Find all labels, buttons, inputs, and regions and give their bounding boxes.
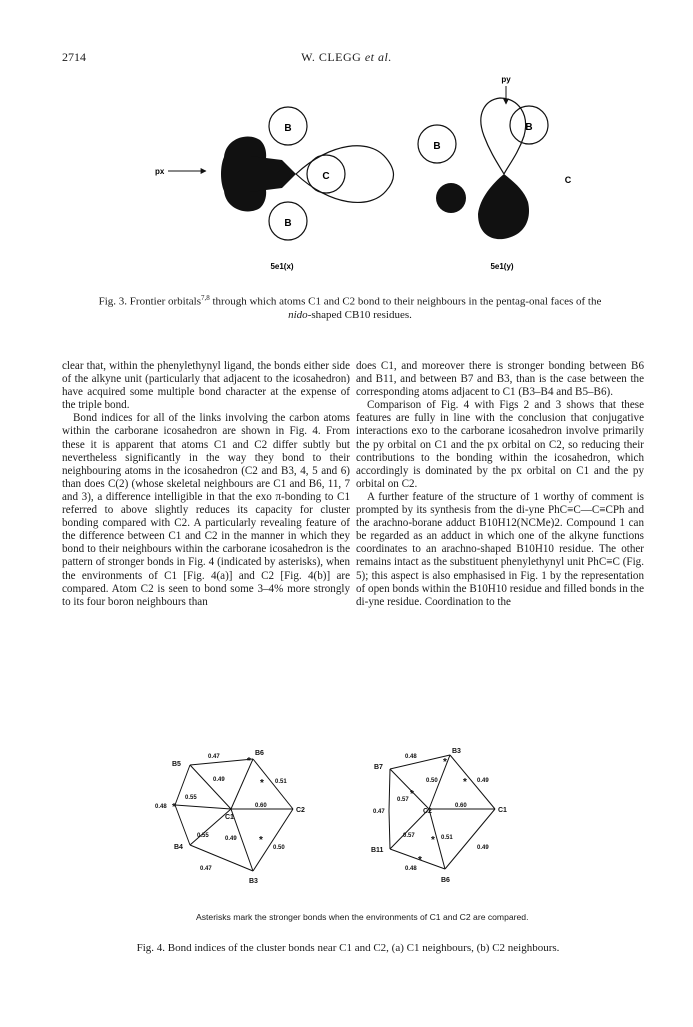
fig4b-bond-b3-c1: 0.49	[477, 778, 489, 784]
fig4a-bond-b3-c2: 0.50	[273, 845, 285, 851]
running-head-etal: et al.	[364, 50, 392, 64]
fig4b-atom-c1: C1	[498, 807, 507, 814]
page-number: 2714	[62, 50, 86, 64]
fig4b-asterisk-2: *	[463, 777, 467, 788]
left-paragraph-2: Bond indices for all of the links involving the carbon atoms within the carborane icosahedron are shown in Fig. 4. From these it is apparent that atoms C1 and C2 differ subtly but nevertheless significantly in the way they bond to their neighbouring atoms in the icosahedron (C2 and B3, 4, 5 and 6) than does C(2) (whose skeletal neighbours are C1 and B6, 11, 7 and 3), a difference intelligible in that the exo π-bonding to C1 referred to above slightly reduces its capacity for cluster bonding compared with C2. A particularly revealing feature of the difference between C1 and C2 in the manner in which they bond to their neighbours within the carborane icosahedron is the pattern of stronger bonds in Fig. 4 (indicated by asterisks), when the environments of C1 [Fig. 4(a)] and C2 [Fig. 4(b)] are compared. Atom C2 is seen to bond some 3–4% more strongly to its four boron neighbours than	[62, 412, 350, 608]
figure-3	[60, 70, 640, 285]
fig4b-atom-b3: B3	[452, 748, 461, 755]
fig4a-bond-b4-c1: 0.48	[155, 804, 167, 810]
figure-4-panel-a-labels	[155, 750, 305, 885]
right-column	[356, 360, 644, 609]
right-paragraph-1: does C1, and moreover there is stronger bonding between B6 and B11, and between B7 and B3, than is the case between the corresponding atoms adjacent to C1 (B3–B4 and B5–B6).	[356, 360, 644, 399]
fig4b-bond-b6-c2: 0.51	[441, 835, 453, 841]
fig4b-bond-b7-c2: 0.57	[397, 797, 409, 803]
fig4a-atom-b3: B3	[249, 878, 258, 885]
fig4b-bond-b6-c1: 0.49	[477, 845, 489, 851]
page-header	[0, 50, 693, 66]
fig3-right-atom-c: C	[564, 175, 572, 185]
fig3-left-panel-label: 5e1(x)	[270, 262, 294, 271]
fig4a-bond-b6-c2: 0.51	[275, 779, 287, 785]
figure-3-right-panel	[418, 75, 572, 271]
figure-4-note: Asterisks mark the stronger bonds when the environments of C1 and C2 are compared.	[196, 912, 529, 922]
fig4a-atom-c2: C2	[296, 807, 305, 814]
fig4b-asterisk-5: *	[418, 855, 422, 866]
fig4b-atom-b11: B11	[371, 847, 384, 854]
fig3-caption-suffix: -shaped CB10 residues.	[307, 308, 412, 321]
fig4a-bond-c1-c2: 0.60	[255, 803, 267, 809]
right-paragraph-2: Comparison of Fig. 4 with Figs 2 and 3 shows that these features are fully in line with the conclusion that conjugative interactions exo to the carborane icosahedron involve primarily the py orbital on C1 and the px orbital on C2, so reducing their contributions to the bonding within the icosahedron, which accordingly is dominated by the px orbital on C1 and the py orbital on C2.	[356, 399, 644, 490]
fig4a-asterisk-4: *	[247, 756, 251, 767]
fig3-left-orbital-label: px	[155, 167, 165, 176]
fig4a-asterisk-3: *	[259, 835, 263, 846]
fig3-right-orbital-label: py	[501, 75, 511, 84]
fig3-caption-italic: nido	[288, 308, 308, 321]
fig3-left-atom-b-bottom: B	[284, 218, 292, 229]
fig4b-bond-b3-b7: 0.48	[405, 754, 417, 760]
fig4b-bond-b6-b11: 0.48	[405, 866, 417, 872]
figure-3-left-panel	[155, 107, 394, 271]
fig3-caption-prefix: Fig. 3. Frontier orbitals	[98, 295, 201, 308]
fig3-caption-refs: 7,8	[200, 294, 210, 302]
fig4a-bond-b5-c1: 0.49	[213, 777, 225, 783]
fig4a-atom-c1: C1	[225, 814, 234, 821]
left-paragraph-1: clear that, within the phenylethynyl ligand, the bonds either side of the alkyne unit (particularly that adjacent to the icosahedron) have acquired some multiple bond character at the expense of the triple bond.	[62, 360, 350, 412]
fig4b-bond-b7-b11: 0.47	[373, 809, 385, 815]
fig3-right-atom-b-top: B	[525, 122, 533, 133]
fig3-right-panel-label: 5e1(y)	[490, 262, 514, 271]
fig4a-atom-b6: B6	[255, 750, 264, 757]
fig4a-asterisk-2: *	[172, 802, 176, 813]
fig4a-bond-b5-b6: 0.47	[208, 754, 220, 760]
left-column	[62, 360, 350, 609]
fig3-caption-mid: through which atoms C1 and C2 bond to their neighbours in the pentag-onal faces of the	[209, 295, 602, 308]
running-head-authors: W. CLEGG	[301, 50, 362, 64]
fig4a-bond-b4-c1-inner: 0.55	[197, 833, 209, 839]
figure-4-panel-a	[175, 759, 293, 871]
right-paragraph-3: A further feature of the structure of 1 worthy of comment is prompted by its synthesis from the di-yne PhC≡C—C≡CPh and the arachno-borane adduct B10H12(NCMe)2. Compound 1 can be regarded as an adduct in which one of the alkyne functions coordinates to an arachno-shaped B10H10 residue. The other remains intact as the substituent phenylethynyl unit PhC≡C (Fig. 5); this aspect is also emphasised in Fig. 1 by the representation of open bonds within the B10H10 residue and filled bonds in the di-yne residue. Coordination to the	[356, 490, 644, 608]
fig4b-asterisk-4: *	[431, 835, 435, 846]
figure-4-panel-b	[389, 755, 495, 869]
fig3-right-atom-b-left: B	[433, 141, 441, 152]
fig4a-atom-b4: B4	[174, 844, 183, 851]
fig4b-bond-c1-c2: 0.60	[455, 803, 467, 809]
fig4b-bond-b3-c2: 0.50	[426, 778, 438, 784]
fig3-left-atom-b-top: B	[284, 123, 292, 134]
figure-3-caption	[90, 292, 610, 322]
fig4b-bond-b11-c2: 0.57	[403, 833, 415, 839]
fig4a-bond-b3-c1: 0.49	[225, 836, 237, 842]
figure-4	[155, 745, 545, 905]
fig4a-asterisk-1: *	[260, 778, 264, 789]
fig4b-atom-c2: C2	[423, 808, 432, 815]
figure-4-caption: Fig. 4. Bond indices of the cluster bonds near C1 and C2, (a) C1 neighbours, (b) C2 neighbours.	[136, 942, 560, 954]
fig4b-atom-b6: B6	[441, 877, 450, 884]
fig4b-atom-b7: B7	[374, 764, 383, 771]
fig4a-bond-b3-b4: 0.47	[200, 866, 212, 872]
fig4a-atom-b5: B5	[172, 761, 181, 768]
fig3-left-atom-c: C	[322, 171, 330, 182]
fig4b-asterisk-3: *	[410, 789, 414, 800]
fig4b-asterisk-1: *	[443, 757, 447, 768]
running-head	[0, 50, 693, 65]
fig4a-bond-b4-b5: 0.55	[185, 795, 197, 801]
